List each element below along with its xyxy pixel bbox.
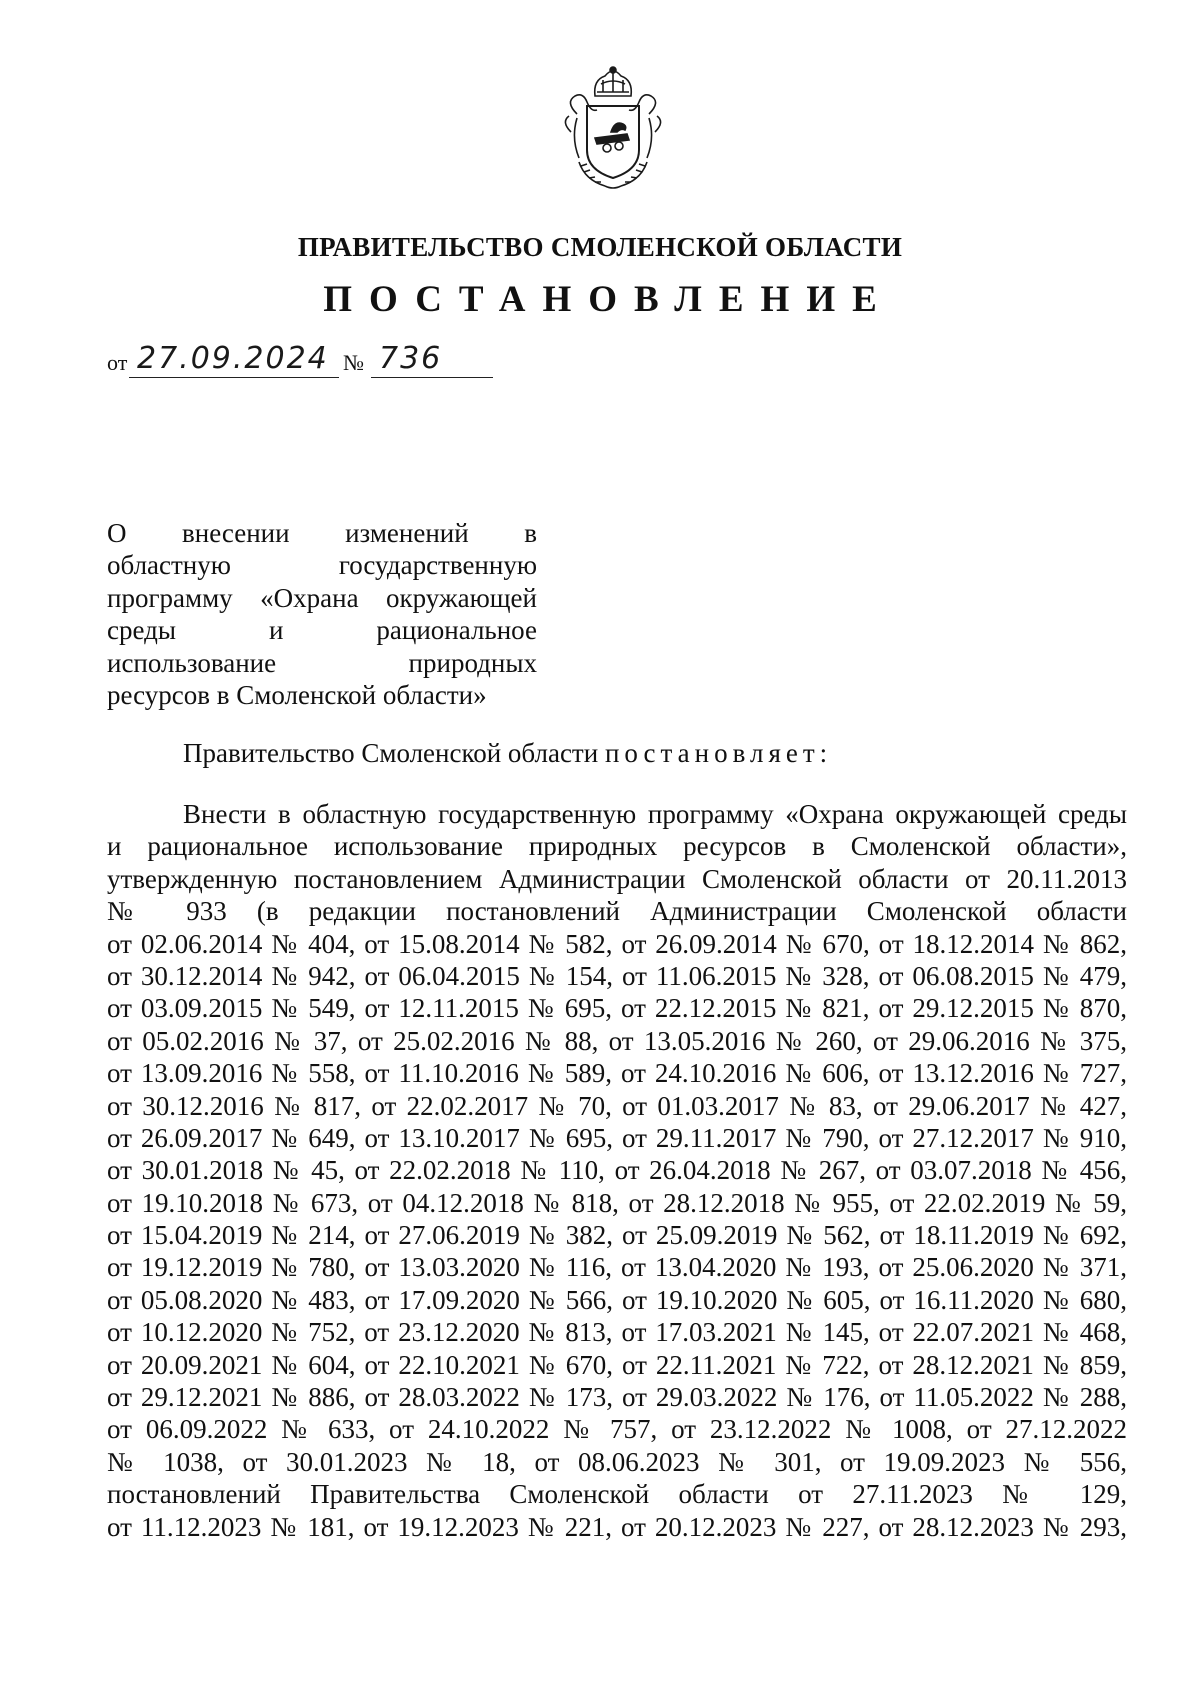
handwritten-date: 27.09.2024 — [137, 341, 329, 376]
body-line: от 19.12.2019 № 780, от 13.03.2020 № 116, от 13.04.2020 № 193, от 25.06.2020 № 371, — [107, 1252, 1127, 1283]
date-underline — [129, 377, 339, 378]
subject-line: использование природных — [107, 647, 537, 678]
body-line: Внести в областную государственную программу «Охрана окружающей среды — [183, 799, 1127, 829]
body-line: от 26.09.2017 № 649, от 13.10.2017 № 695, от 29.11.2017 № 790, от 27.12.2017 № 910, — [107, 1122, 1127, 1153]
date-label: от — [107, 350, 128, 375]
body-line: от 10.12.2020 № 752, от 23.12.2020 № 813, от 17.03.2021 № 145, от 22.07.2021 № 468, — [107, 1317, 1127, 1348]
body-line: от 30.12.2016 № 817, от 22.02.2017 № 70, от 01.03.2017 № 83, от 29.06.2017 № 427, — [107, 1090, 1127, 1121]
body-line: от 30.12.2014 № 942, от 06.04.2015 № 154, от 11.06.2015 № 328, от 06.08.2015 № 479, — [107, 960, 1127, 991]
number-label: № — [343, 350, 364, 375]
body-line: от 30.01.2018 № 45, от 22.02.2018 № 110, от 26.04.2018 № 267, от 03.07.2018 № 456, — [107, 1155, 1127, 1186]
body-line: утвержденную постановлением Администрации Смоленской области от 20.11.2013 — [107, 863, 1127, 894]
coat-of-arms-icon — [557, 62, 669, 192]
subject-line: ресурсов в Смоленской области» — [107, 680, 487, 711]
body-line: № 933 (в редакции постановлений Администрации Смоленской области — [107, 896, 1127, 927]
document-type-heading: ПОСТАНОВЛЕНИЕ — [323, 279, 894, 320]
handwritten-number: 736 — [379, 341, 443, 376]
body-line: от 03.09.2015 № 549, от 12.11.2015 № 695, от 22.12.2015 № 821, от 29.12.2015 № 870, — [107, 993, 1127, 1024]
body-line: постановлений Правительства Смоленской области от 27.11.2023 № 129, — [107, 1479, 1127, 1510]
body-line: от 05.08.2020 № 483, от 17.09.2020 № 566, от 19.10.2020 № 605, от 16.11.2020 № 680, — [107, 1284, 1127, 1315]
subject-line: программу «Охрана окружающей — [107, 582, 537, 613]
document-subject — [107, 517, 537, 711]
body-line: от 29.12.2021 № 886, от 28.03.2022 № 173, от 29.03.2022 № 176, от 11.05.2022 № 288, — [107, 1382, 1127, 1413]
body-line: от 20.09.2021 № 604, от 22.10.2021 № 670, от 22.11.2021 № 722, от 28.12.2021 № 859, — [107, 1349, 1127, 1380]
organization-title: ПРАВИТЕЛЬСТВО СМОЛЕНСКОЙ ОБЛАСТИ — [297, 232, 903, 262]
body-line: № 1038, от 30.01.2023 № 18, от 08.06.2023 № 301, от 19.09.2023 № 556, — [107, 1446, 1127, 1477]
decree-verb: постановляет: — [604, 738, 833, 768]
decree-phrase — [183, 738, 832, 769]
subject-line: О внесении изменений в — [107, 518, 537, 548]
subject-line: среды и рациональное — [107, 615, 537, 646]
registration-line — [107, 342, 547, 382]
number-underline — [371, 377, 493, 378]
body-paragraph — [107, 798, 1127, 1543]
body-line: от 13.09.2016 № 558, от 11.10.2016 № 589, от 24.10.2016 № 606, от 13.12.2016 № 727, — [107, 1058, 1127, 1089]
body-line: от 02.06.2014 № 404, от 15.08.2014 № 582, от 26.09.2014 № 670, от 18.12.2014 № 862, — [107, 928, 1127, 959]
body-line: от 19.10.2018 № 673, от 04.12.2018 № 818, от 28.12.2018 № 955, от 22.02.2019 № 59, — [107, 1187, 1127, 1218]
body-line: от 15.04.2019 № 214, от 27.06.2019 № 382, от 25.09.2019 № 562, от 18.11.2019 № 692, — [107, 1220, 1127, 1251]
body-line: от 05.02.2016 № 37, от 25.02.2016 № 88, от 13.05.2016 № 260, от 29.06.2016 № 375, — [107, 1025, 1127, 1056]
subject-line: областную государственную — [107, 550, 537, 581]
body-line: и рациональное использование природных ресурсов в Смоленской области», — [107, 831, 1127, 862]
body-line: от 06.09.2022 № 633, от 24.10.2022 № 757, от 23.12.2022 № 1008, от 27.12.2022 — [107, 1414, 1127, 1445]
body-line: от 11.12.2023 № 181, от 19.12.2023 № 221, от 20.12.2023 № 227, от 28.12.2023 № 293, — [107, 1511, 1127, 1542]
decree-prefix: Правительство Смоленской области — [183, 738, 599, 768]
